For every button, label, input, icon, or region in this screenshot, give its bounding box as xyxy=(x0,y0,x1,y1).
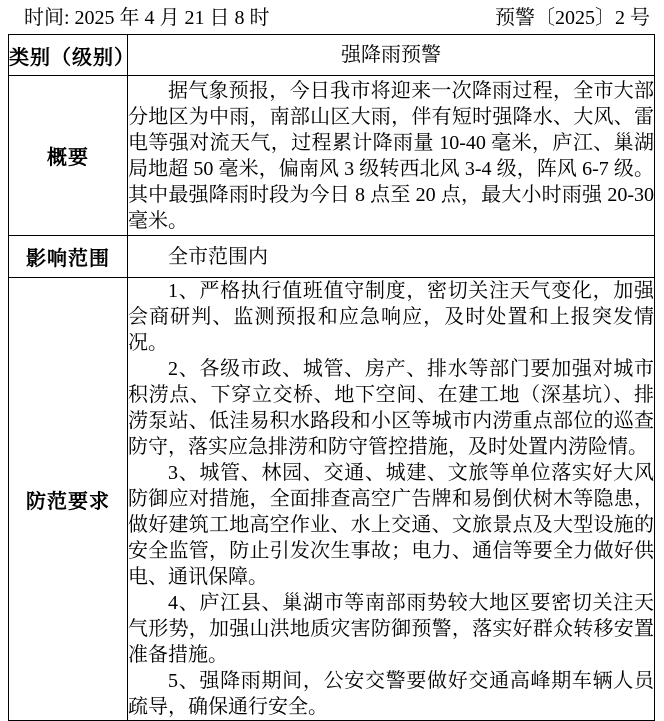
doc-header xyxy=(0,0,664,34)
guideline-item-1: 1、严格执行值班值守制度，密切关注天气变化，加强会商研判、监测预报和应急响应，及时处置和上报突发情况。 xyxy=(128,280,654,354)
guideline-item-2: 2、各级市政、城管、房产、排水等部门要加强对城市积涝点、下穿立交桥、地下空间、在建工地（深基坑）、排涝泵站、低洼易积水路段和小区等城市内涝重点部位的巡查防守，落实应急排涝和防守管控措施，及时处置内涝险情。 xyxy=(128,358,654,458)
guideline-item-3: 3、城管、林园、交通、城建、文旅等单位落实好大风防御应对措施，全面排查高空广告牌和易倒伏树木等隐患，做好建筑工地高空作业、水上交通、文旅景点及大型设施的安全监管，防止引发次生事故；电力、通信等要全力做好供电、通讯保障。 xyxy=(128,462,654,588)
row-label-summary: 概要 xyxy=(9,76,128,236)
summary-paragraph: 据气象预报，今日我市将迎来一次降雨过程，全市大部分地区为中雨，南部山区大雨，伴有短时强降水、大风、雷电等强对流天气，过程累计降雨量 10-40 毫米，庐江、巢湖局地超 50 毫米，偏南风 3 级转西北风 3-4 级，阵风 6-7 级。其中最强降雨时段为今日 8 点至 20 点，最大小时雨强 20-30 毫米。 xyxy=(128,79,654,232)
row-label-guidelines: 防范要求 xyxy=(9,278,128,721)
doc-number-text: 预警〔2025〕2 号 xyxy=(495,7,650,29)
table-row-scope xyxy=(9,236,655,278)
category-value: 强降雨预警 xyxy=(341,44,441,66)
table-row-summary xyxy=(9,76,655,236)
table-row-category xyxy=(9,35,655,76)
scope-value: 全市范围内 xyxy=(168,245,268,268)
row-content-guidelines xyxy=(128,278,655,721)
warning-table xyxy=(8,34,655,721)
table-row-guidelines xyxy=(9,278,655,721)
row-content-category xyxy=(128,35,655,76)
row-label-category: 类别（级别） xyxy=(9,35,128,76)
issue-time-text: 时间: 2025 年 4 月 21 日 8 时 xyxy=(24,7,270,29)
row-content-scope xyxy=(128,236,655,278)
row-content-summary xyxy=(128,76,655,236)
row-label-scope: 影响范围 xyxy=(9,236,128,278)
guideline-item-5: 5、强降雨期间，公安交警要做好交通高峰期车辆人员疏导，确保通行安全。 xyxy=(128,670,654,718)
guideline-item-4: 4、庐江县、巢湖市等南部雨势较大地区要密切关注天气形势，加强山洪地质灾害防御预警，落实好群众转移安置准备措施。 xyxy=(128,592,654,666)
